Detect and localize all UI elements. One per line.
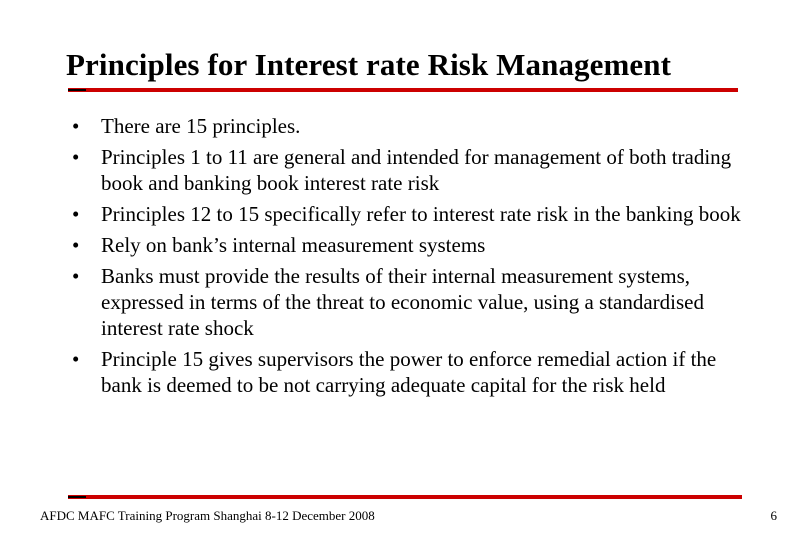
bullet-item xyxy=(72,144,752,196)
bullet-dot: • xyxy=(72,233,80,257)
footer-rule-accent xyxy=(68,496,86,498)
bullet-dot: • xyxy=(72,202,80,226)
bullet-item xyxy=(72,201,752,227)
footer-rule xyxy=(68,495,742,499)
footer-text: AFDC MAFC Training Program Shanghai 8-12 December 2008 xyxy=(40,508,375,523)
bullet-text: There are 15 principles. xyxy=(101,114,301,138)
bullet-text: Principles 1 to 11 are general and intended for management of both trading book and banking book interest rate risk xyxy=(101,145,732,195)
title-rule-accent xyxy=(68,89,86,91)
bullet-dot: • xyxy=(72,114,80,138)
page-number: 6 xyxy=(770,508,777,523)
bullet-dot: • xyxy=(72,264,80,288)
bullet-dot: • xyxy=(72,145,80,169)
bullet-text: Rely on bank’s internal measurement systems xyxy=(101,233,486,257)
bullet-list xyxy=(72,113,752,403)
bullet-item xyxy=(72,346,752,398)
bullet-item xyxy=(72,232,752,258)
bullet-item xyxy=(72,113,752,139)
bullet-text: Banks must provide the results of their internal measurement systems, expressed in terms of the threat to economic value, using a standardised interest rate shock xyxy=(101,264,704,340)
slide-title: Principles for Interest rate Risk Management xyxy=(66,47,672,82)
bullet-dot: • xyxy=(72,347,80,371)
bullet-text: Principle 15 gives supervisors the power to enforce remedial action if the bank is deemed to be not carrying adequate capital for the risk held xyxy=(101,347,717,397)
title-rule xyxy=(68,88,738,92)
bullet-item xyxy=(72,263,752,341)
bullet-text: Principles 12 to 15 specifically refer to interest rate risk in the banking book xyxy=(101,202,741,226)
